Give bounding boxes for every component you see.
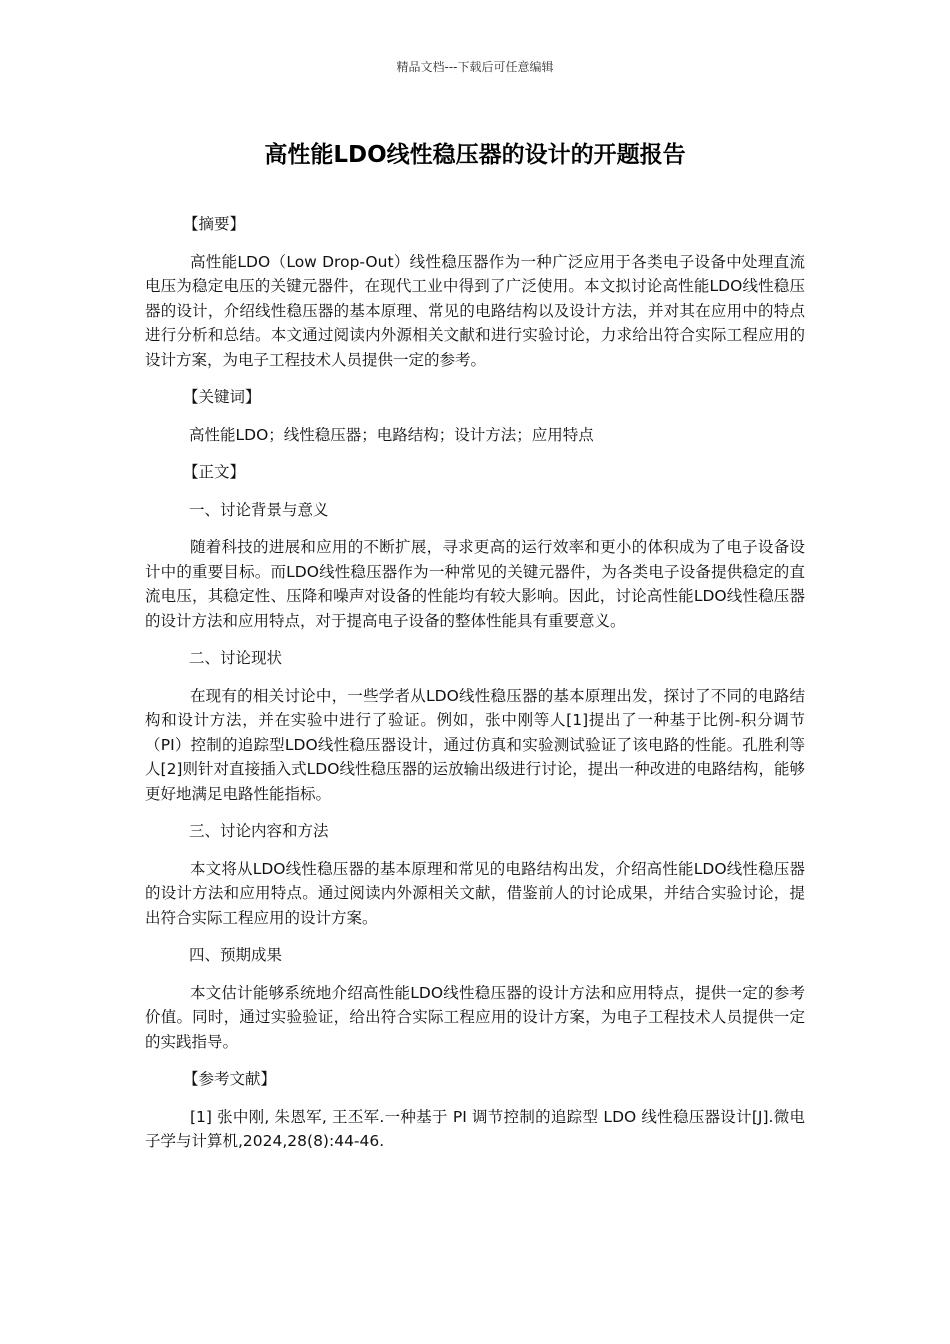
- section-text-status: 在现有的相关讨论中，一些学者从LDO线性稳压器的基本原理出发，探讨了不同的电路结构和设计方法，并在实验中进行了验证。例如，张中刚等人[1]提出了一种基于比例-积分调节（PI）控制的追踪型LDO线性稳压器设计，通过仿真和实验测试验证了该电路的性能。孔胜利等人[2]则针对直接插入式LDO线性稳压器的运放输出级进行讨论，提出一种改进的电路结构，能够更好地满足电路性能指标。: [145, 686, 805, 803]
- section-title-background: 一、讨论背景与意义: [189, 500, 329, 519]
- section-title-methods: 三、讨论内容和方法: [189, 822, 329, 840]
- body-heading: 【正文】: [183, 463, 246, 481]
- abstract-heading: 【摘要】: [183, 215, 246, 233]
- section-text-outcomes: 本文估计能够系统地介绍高性能LDO线性稳压器的设计方法和应用特点，提供一定的参考价值。同时，通过实验验证，给出符合实际工程应用的设计方案，为电子工程技术人员提供一定的实践指导。: [145, 983, 805, 1051]
- abstract-text: 高性能LDO（Low Drop-Out）线性稳压器作为一种广泛应用于各类电子设备中处理直流电压为稳定电压的关键元器件，在现代工业中得到了广泛使用。本文拟讨论高性能LDO线性稳压器的设计，介绍线性稳压器的基本原理、常见的电路结构以及设计方法，并对其在应用中的特点进行分析和总结。本文通过阅读内外源相关文献和进行实验讨论，力求给出符合实际工程应用的设计方案，为电子工程技术人员提供一定的参考。: [145, 252, 805, 369]
- header-note: 精品文档---下载后可任意编辑: [396, 60, 554, 74]
- document-body: [145, 212, 805, 1167]
- section-text-background: 随着科技的进展和应用的不断扩展，寻求更高的运行效率和更小的体积成为了电子设备设计中的重要目标。而LDO线性稳压器作为一种常见的关键元器件，为各类电子设备提供稳定的直流电压，其稳定性、压降和噪声对设备的性能均有较大影响。因此，讨论高性能LDO线性稳压器的设计方法和应用特点，对于提高电子设备的整体性能具有重要意义。: [145, 538, 805, 630]
- reference-item: [1] 张中刚, 朱恩军, 王丕军.一种基于 PI 调节控制的追踪型 LDO 线性稳压器设计[J].微电子学与计算机,2024,28(8):44-46.: [145, 1107, 805, 1150]
- section-title-outcomes: 四、预期成果: [189, 946, 283, 964]
- document-title: 高性能LDO线性稳压器的设计的开题报告: [264, 142, 686, 168]
- references-heading: 【参考文献】: [183, 1070, 277, 1088]
- keywords-heading: 【关键词】: [183, 388, 261, 406]
- section-title-status: 二、讨论现状: [189, 649, 283, 667]
- section-text-methods: 本文将从LDO线性稳压器的基本原理和常见的电路结构出发，介绍高性能LDO线性稳压器的设计方法和应用特点。通过阅读内外源相关文献，借鉴前人的讨论成果，并结合实验讨论，提出符合实际工程应用的设计方案。: [145, 859, 805, 927]
- keywords-text: 高性能LDO；线性稳压器；电路结构；设计方法；应用特点: [189, 425, 594, 444]
